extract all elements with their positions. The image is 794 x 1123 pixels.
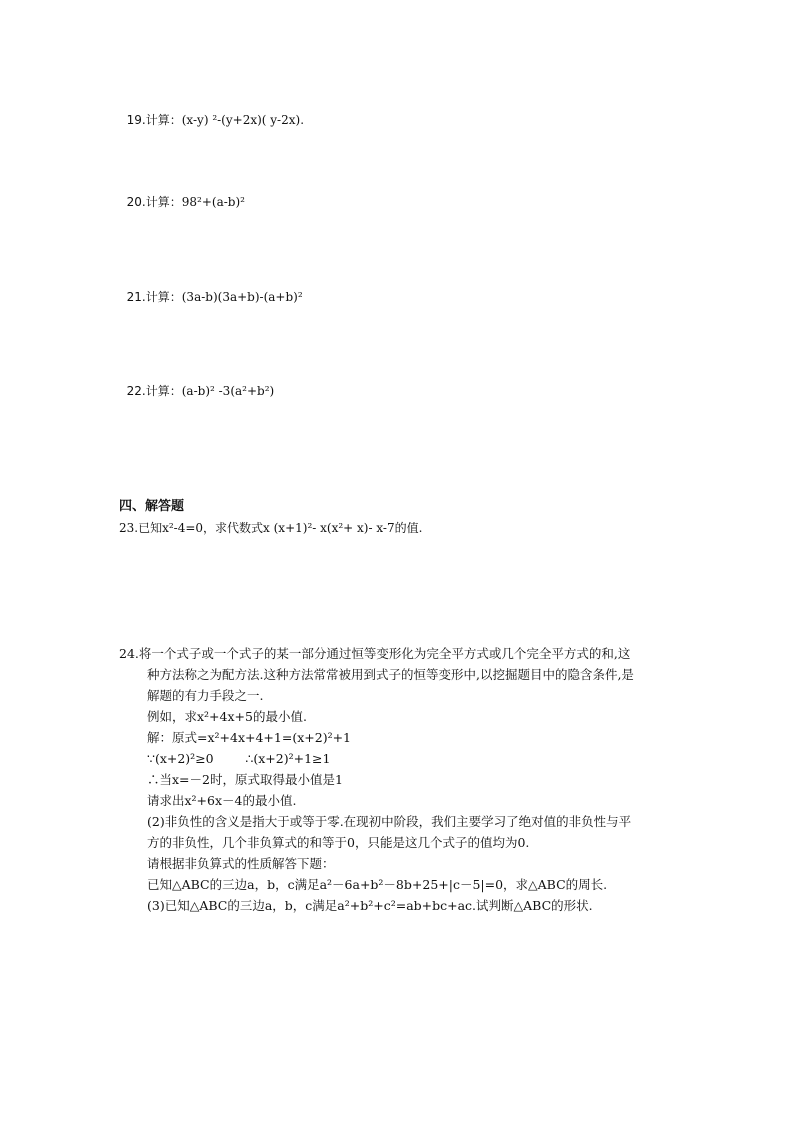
problem-24-line: 请根据非负算式的性质解答下题： (147, 856, 335, 871)
problem-22 (119, 367, 274, 399)
problem-21-number: 21. (126, 290, 146, 304)
problem-20 (119, 178, 245, 210)
problem-22-label: 计算： (145, 384, 182, 398)
problem-22-number: 22. (126, 384, 146, 398)
problem-24 (119, 643, 719, 916)
problem-19-expression: (x-y) ²-(y+2x)( y-2x). (181, 113, 305, 127)
problem-24-line: 解题的有力手段之一. (147, 688, 264, 703)
problem-19-number: 19. (126, 113, 146, 127)
problem-21-expression: (3a-b)(3a+b)-(a+b)² (181, 290, 303, 304)
problem-24-line: (2)非负性的含义是指大于或等于零.在现初中阶段，我们主要学习了绝对值的非负性与平 (147, 814, 632, 829)
problem-24-line: 种方法称之为配方法.这种方法常常被用到式子的恒等变形中,以挖掘题目中的隐含条件,是 (147, 667, 634, 682)
problem-21 (119, 273, 303, 305)
problem-20-expression: 98²+(a-b)² (181, 195, 245, 209)
problem-24-line: 例如，求x²+4x+5的最小值. (147, 709, 307, 724)
problem-19 (119, 96, 304, 128)
problem-24-line: 解：原式=x²+4x+4+1=(x+2)²+1 (147, 730, 352, 745)
problem-24-line: ∴当x=－2时，原式取得最小值是1 (147, 772, 343, 787)
problem-19-label: 计算： (145, 113, 182, 127)
problem-24-line: 已知△ABC的三边a，b，c满足a²－6a+b²－8b+25+|c－5|=0，求△ABC的周长. (147, 877, 608, 892)
problem-21-label: 计算： (145, 290, 182, 304)
problem-20-number: 20. (126, 195, 146, 209)
problem-22-expression: (a-b)² -3(a²+b²) (181, 384, 275, 398)
problem-24-line: (3)已知△ABC的三边a，b，c满足a²+b²+c²=ab+bc+ac.试判断△ABC的形状. (147, 898, 593, 913)
problem-24-line: 24.将一个式子或一个式子的某一部分通过恒等变形化为完全平方式或几个完全平方式的和,这 (119, 646, 631, 661)
problem-24-line: 方的非负性，几个非负算式的和等于0，只能是这几个式子的值均为0. (147, 835, 530, 850)
problem-20-label: 计算： (145, 195, 182, 209)
section-heading: 四、解答题 (119, 499, 185, 514)
problem-23: 23.已知x²-4=0，求代数式x (x+1)²- x(x²+ x)- x-7的值. (119, 521, 423, 535)
problem-24-line: 请求出x²+6x－4的最小值. (147, 793, 297, 808)
problem-24-line: ∵(x+2)²≥0 ∴(x+2)²+1≥1 (147, 751, 331, 766)
